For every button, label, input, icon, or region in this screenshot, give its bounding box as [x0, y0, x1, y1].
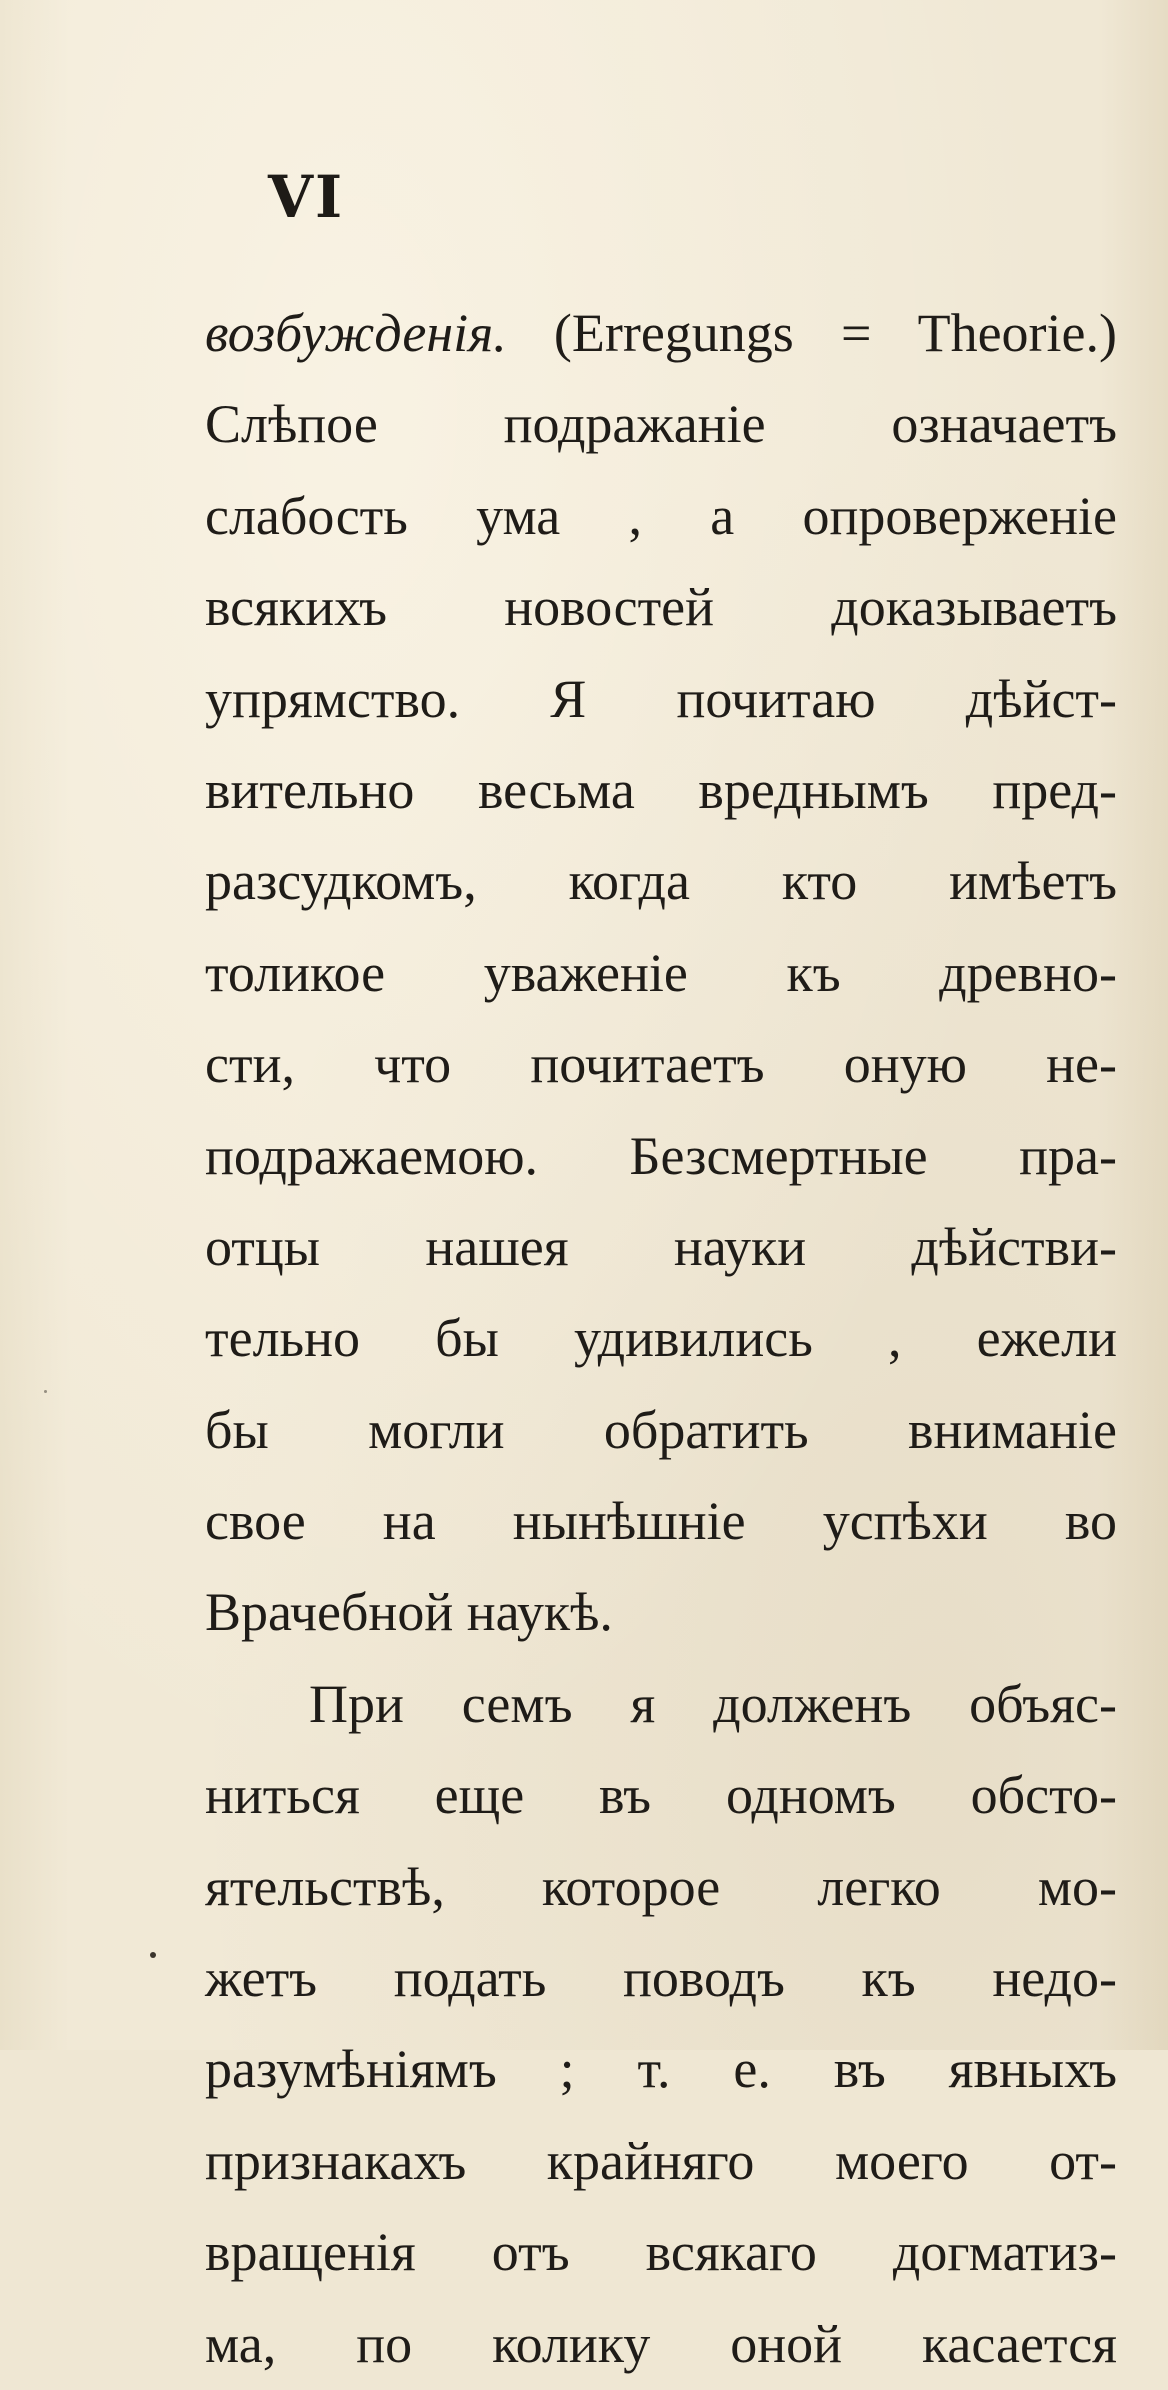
- text-line: отцы нашея науки дѣйстви-: [205, 1216, 1117, 1277]
- text-line: Слѣпое подражаніе означаетъ: [205, 394, 1117, 455]
- text-line: вращенія отъ всякаго догматиз-: [205, 2222, 1117, 2283]
- text-line: разсудкомъ, когда кто имѣетъ: [205, 851, 1117, 912]
- text-line: вительно весьма вреднымъ пред-: [205, 759, 1117, 820]
- text-line: упрямство. Я почитаю дѣйст-: [205, 668, 1117, 729]
- text-line: подражаемою. Безсмертные пра-: [205, 1125, 1117, 1186]
- text-line: разумѣніямъ ; т. е. въ явныхъ: [205, 2039, 1117, 2100]
- text-line: При семъ я долженъ объяс-: [309, 1673, 1117, 1734]
- text-line: ма, по колику оной касается: [205, 2313, 1117, 2374]
- body-text: [205, 288, 1117, 2390]
- text-line: бы могли обратить вниманіе: [205, 1399, 1117, 1460]
- text-line: ятельствѣ, которое легко мо-: [205, 1856, 1117, 1917]
- text-line: [205, 288, 1117, 379]
- text-line: тельно бы удивились , ежели: [205, 1308, 1117, 1369]
- page-number: VI: [268, 163, 345, 231]
- text-line: всякихъ новостей доказываетъ: [205, 577, 1117, 638]
- text-line: Врачебной наукѣ.: [205, 1582, 613, 1643]
- text-line: слабость ума , а опроверженіе: [205, 485, 1117, 546]
- italic-term: возбужденія.: [205, 303, 507, 363]
- text-line: признакахъ крайняго моего от-: [205, 2130, 1117, 2191]
- text-line: сти, что почитаетъ оную не-: [205, 1034, 1117, 1095]
- text-line: свое на нынѣшніе успѣхи во: [205, 1491, 1117, 1552]
- paper-speck: [44, 1390, 47, 1393]
- line-text: (Erregungs = Theorie.): [506, 303, 1117, 363]
- text-line: ниться еще въ одномъ обсто-: [205, 1765, 1117, 1826]
- text-line: жетъ подать поводъ къ недо-: [205, 1948, 1117, 2009]
- paper-speck: [150, 1952, 156, 1958]
- text-line: толикое уваженіе къ древно-: [205, 942, 1117, 1003]
